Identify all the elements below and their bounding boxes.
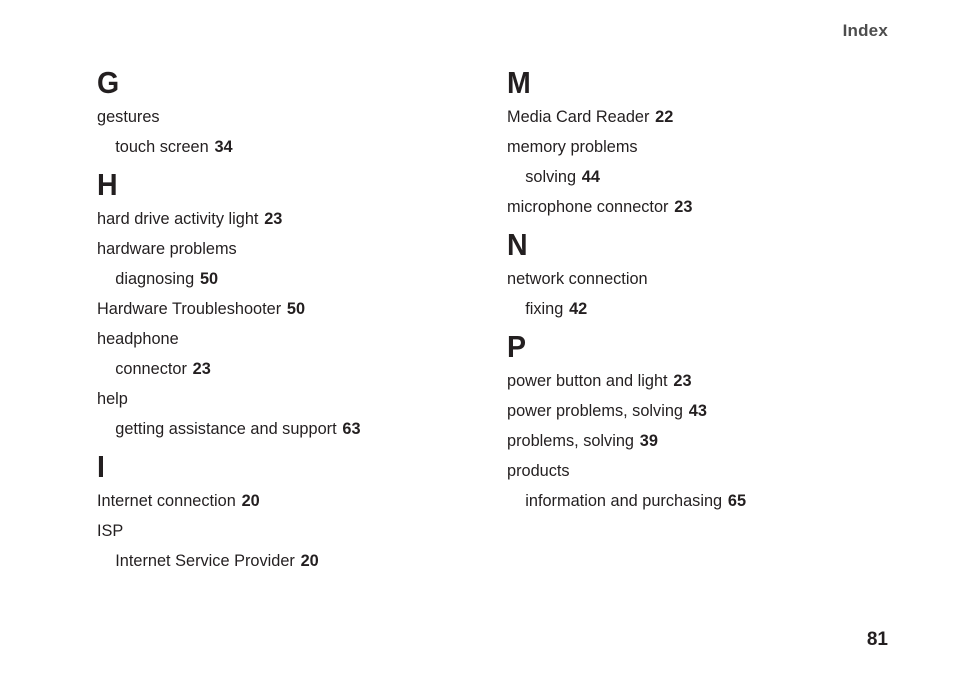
page-reference[interactable]: 20	[241, 491, 260, 510]
entry-term: Internet Service Provider	[115, 551, 295, 570]
page-reference[interactable]: 23	[674, 197, 693, 216]
index-section-h	[97, 168, 487, 444]
index-entry	[507, 366, 881, 396]
index-section-p	[507, 330, 897, 516]
page-reference[interactable]: 50	[199, 269, 219, 288]
section-letter: N	[507, 227, 528, 262]
page-reference[interactable]: 22	[655, 107, 674, 126]
entry-term: headphone	[97, 329, 179, 348]
index-section-n	[507, 228, 897, 324]
index-subentry	[97, 546, 471, 576]
index-column-right	[507, 66, 897, 522]
index-subentry	[97, 132, 471, 162]
page-reference[interactable]: 20	[300, 551, 319, 570]
entry-term: fixing	[525, 299, 564, 318]
entry-term: gestures	[97, 107, 160, 126]
section-letter: I	[97, 449, 105, 484]
index-entry	[97, 294, 471, 324]
section-letter: H	[97, 167, 118, 202]
index-column-left	[97, 66, 487, 582]
page-reference[interactable]: 23	[192, 359, 211, 378]
page-reference[interactable]: 39	[639, 431, 658, 450]
entry-term: connector	[115, 359, 187, 378]
index-entry	[507, 426, 881, 456]
index-entry	[507, 264, 881, 294]
section-letter: P	[507, 329, 527, 364]
index-entry	[507, 132, 881, 162]
entry-term: products	[507, 461, 570, 480]
index-entry	[97, 102, 471, 132]
entry-term: touch screen	[115, 137, 209, 156]
running-head: Index	[842, 21, 888, 40]
page-reference[interactable]: 42	[569, 299, 588, 318]
index-subentry	[97, 264, 471, 294]
index-subentry	[507, 294, 881, 324]
index-section-m	[507, 66, 897, 222]
entry-term: power button and light	[507, 371, 668, 390]
entry-term: help	[97, 389, 128, 408]
entry-term: Hardware Troubleshooter	[97, 299, 282, 318]
entry-term: information and purchasing	[525, 491, 723, 510]
entry-term: Internet connection	[97, 491, 236, 510]
entry-term: memory problems	[507, 137, 638, 156]
entry-term: Media Card Reader	[507, 107, 650, 126]
entry-term: ISP	[97, 521, 124, 540]
index-subentry	[97, 414, 471, 444]
index-entry	[507, 456, 881, 486]
entry-term: hard drive activity light	[97, 209, 259, 228]
section-letter: G	[97, 65, 120, 100]
page-reference[interactable]: 23	[264, 209, 283, 228]
entry-term: diagnosing	[115, 269, 195, 288]
index-entry	[97, 324, 471, 354]
index-entry	[97, 516, 471, 546]
index-entry	[507, 192, 881, 222]
index-entry	[97, 204, 471, 234]
index-entry	[507, 396, 881, 426]
index-section-i	[97, 450, 487, 576]
entry-term: power problems, solving	[507, 401, 683, 420]
page-reference[interactable]: 34	[214, 137, 233, 156]
entry-term: solving	[525, 167, 577, 186]
page-reference[interactable]: 23	[673, 371, 692, 390]
index-entry	[97, 486, 471, 516]
page-number: 81	[866, 629, 888, 650]
index-subentry	[507, 162, 881, 192]
page-reference[interactable]: 63	[342, 419, 361, 438]
page-reference[interactable]: 44	[581, 167, 600, 186]
entry-term: hardware problems	[97, 239, 237, 258]
entry-term: network connection	[507, 269, 648, 288]
index-entry	[507, 102, 881, 132]
page-reference[interactable]: 65	[727, 491, 747, 510]
page-reference[interactable]: 50	[286, 299, 306, 318]
page-reference[interactable]: 43	[688, 401, 707, 420]
entry-term: microphone connector	[507, 197, 669, 216]
section-letter: M	[507, 65, 531, 100]
index-section-g	[97, 66, 487, 162]
index-entry	[97, 384, 471, 414]
entry-term: getting assistance and support	[115, 419, 337, 438]
index-entry	[97, 234, 471, 264]
index-subentry	[507, 486, 881, 516]
index-subentry	[97, 354, 471, 384]
entry-term: problems, solving	[507, 431, 634, 450]
